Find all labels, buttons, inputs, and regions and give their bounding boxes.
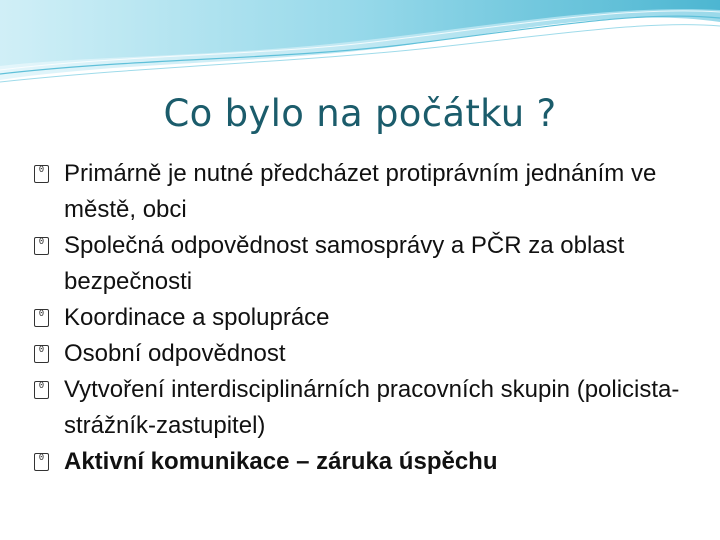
missing-glyph-icon: 0: [34, 309, 49, 327]
missing-glyph-icon: 0: [34, 237, 49, 255]
missing-glyph-icon: 0: [34, 165, 49, 183]
bullet-text: Vytvoření interdisciplinárních pracovních skupin (policista-strážník-zastupitel): [64, 376, 680, 439]
slide-title: Co bylo na počátku ?: [163, 92, 557, 135]
missing-glyph-icon: 0: [34, 453, 49, 471]
bullet-list: [34, 156, 694, 480]
missing-glyph-icon: 0: [34, 345, 49, 363]
bullet-item: [34, 336, 694, 372]
missing-glyph-icon: 0: [34, 381, 49, 399]
decorative-wave-header: [0, 0, 720, 90]
bullet-text: Společná odpovědnost samosprávy a PČR za oblast bezpečnosti: [64, 232, 625, 295]
bullet-item: [34, 300, 694, 336]
bullet-item: [34, 228, 694, 300]
bullet-item: [34, 444, 694, 480]
bullet-item: [34, 156, 694, 228]
bullet-text: Aktivní komunikace – záruka úspěchu: [64, 448, 498, 475]
bullet-item: [34, 372, 694, 444]
bullet-text: Primárně je nutné předcházet protiprávním jednáním ve městě, obci: [64, 160, 657, 223]
bullet-text: Koordinace a spolupráce: [64, 304, 330, 331]
bullet-text: Osobní odpovědnost: [64, 340, 286, 367]
